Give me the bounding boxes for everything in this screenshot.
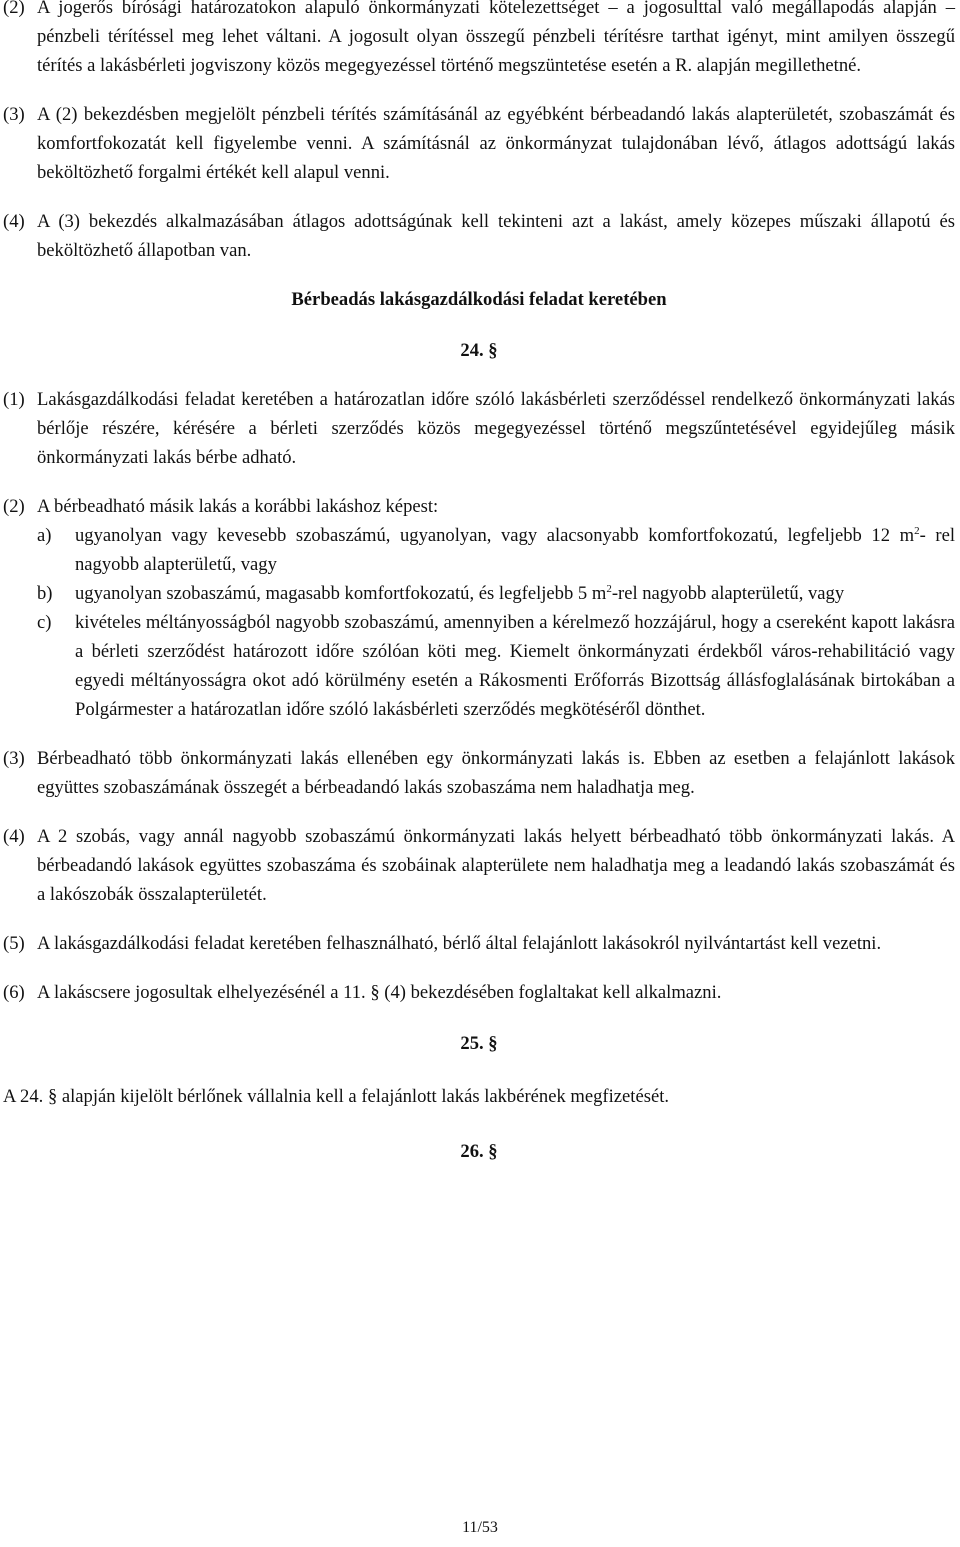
paragraph-number: (4) <box>3 826 25 847</box>
paragraph-text: A bérbeadható másik lakás a korábbi lakáshoz képest: <box>37 496 439 517</box>
paragraph-number: (6) <box>3 982 25 1003</box>
s24-paragraph-1 <box>3 385 955 472</box>
paragraph-3-prev <box>3 100 955 187</box>
list-letter: c) <box>37 612 52 633</box>
paragraph-number: (2) <box>3 0 25 18</box>
list-text: kivételes méltányosságból nagyobb szobaszámú, amennyiben a kérelmező hozzájárul, hogy a csereként kapott lakásra a bérleti szerződést határozott időre szólóan köti meg. Kiemelt önkormányzati érdekből város-rehabilitáció vagy egyedi méltányosságra okot adó körülmény esetén a Rákosmenti Erőforrás Bizottság állásfoglalásának birtokában a Polgármester a határozatlan időre szóló lakásbérleti szerződés megkötéséről dönthet. <box>75 612 955 720</box>
section-number-26: 26. § <box>460 1141 498 1162</box>
s24-paragraph-2 <box>3 492 955 521</box>
paragraph-number: (1) <box>3 389 25 410</box>
s24-paragraph-4 <box>3 822 955 909</box>
paragraph-number: (3) <box>3 748 25 769</box>
list-item-c <box>37 608 955 724</box>
s24-paragraph-3 <box>3 744 955 802</box>
paragraph-text: Bérbeadható több önkormányzati lakás ellenében egy önkormányzati lakás is. Ebben az esetben a felajánlott lakások együttes szobaszámának összegét a bérbeadandó lakás szobaszáma nem haladhatja meg. <box>37 748 955 798</box>
paragraph-text: A jogerős bírósági határozatokon alapuló önkormányzati kötelezettséget – a jogosulttal való megállapodás alapján – pénzbeli térítéssel meg lehet váltani. A jogosult olyan összegű pénzbeli térítésre tarthat igényt, mint amilyen összegű térítés a lakásbérleti jogviszony közös megegyezéssel történő megszüntetése esetén a R. alapján megillethetné. <box>37 0 955 76</box>
paragraph-number: (5) <box>3 933 25 954</box>
s24-paragraph-6 <box>3 978 955 1007</box>
paragraph-text: A 2 szobás, vagy annál nagyobb szobaszámú önkormányzati lakás helyett bérbeadható több önkormányzati lakás. A bérbeadandó lakások együttes szobaszáma és szobáinak alapterülete nem haladhatja meg a leadandó lakás szobaszámát és a lakószobák összalapterületét. <box>37 826 955 905</box>
list-item-a <box>37 521 955 579</box>
list-letter: a) <box>37 525 52 546</box>
paragraph-2-prev <box>3 0 955 80</box>
paragraph-text: A (2) bekezdésben megjelölt pénzbeli térítés számításánál az egyébként bérbeadandó lakás alapterületét, szobaszámát és komfortfokozatát kell figyelembe venni. A számításnál az önkormányzat tulajdonában lévő, átlagos adottságú lakás beköltözhető forgalmi értékét kell alapul venni. <box>37 104 955 183</box>
s24-paragraph-5 <box>3 929 955 958</box>
list-text: ugyanolyan vagy kevesebb szobaszámú, ugyanolyan, vagy alacsonyabb komfortfokozatú, legfeljebb 12 $m^2-$ rel nagyobb alapterületű, vagy <box>75 524 956 575</box>
paragraph-number: (3) <box>3 104 25 125</box>
list-letter: b) <box>37 583 53 604</box>
s25-text: A 24. § alapján kijelölt bérlőnek vállalnia kell a felajánlott lakás lakbérének megfizetését. <box>3 1086 670 1107</box>
section-heading: Bérbeadás lakásgazdálkodási feladat keretében <box>291 289 667 310</box>
s24-p2-list <box>37 521 955 724</box>
list-item-b <box>37 579 955 608</box>
paragraph-number: (2) <box>3 496 25 517</box>
section-number-24: 24. § <box>460 340 498 361</box>
superscript: 2 <box>606 582 612 595</box>
paragraph-4-prev <box>3 207 955 265</box>
paragraph-text: A (3) bekezdés alkalmazásában átlagos adottságúnak kell tekinteni azt a lakást, amely közepes műszaki állapotú és beköltözhető állapotban van. <box>37 211 955 261</box>
document-page <box>3 0 955 1186</box>
paragraph-number: (4) <box>3 211 25 232</box>
paragraph-text: Lakásgazdálkodási feladat keretében a határozatlan időre szóló lakásbérleti szerződéssel rendelkező önkormányzati lakás bérlője részére, kérésére a bérleti szerződés közös megegyezéssel történő megszűntetésével egyidejűleg másik önkormányzati lakás bérbe adható. <box>37 389 955 468</box>
paragraph-text: A lakásgazdálkodási feladat keretében felhasználható, bérlő által felajánlott lakásokról nyilvántartást kell vezetni. <box>37 933 882 954</box>
list-text: ugyanolyan szobaszámú, magasabb komfortfokozatú, és legfeljebb 5 $m^2$-rel nagyobb alapterületű, vagy <box>75 582 845 604</box>
page-number: 11/53 <box>462 1519 498 1536</box>
section-number-25: 25. § <box>460 1033 498 1054</box>
superscript: 2 <box>914 524 920 537</box>
paragraph-text: A lakáscsere jogosultak elhelyezésénél a 11. § (4) bekezdésében foglaltakat kell alkalmazni. <box>37 982 722 1003</box>
